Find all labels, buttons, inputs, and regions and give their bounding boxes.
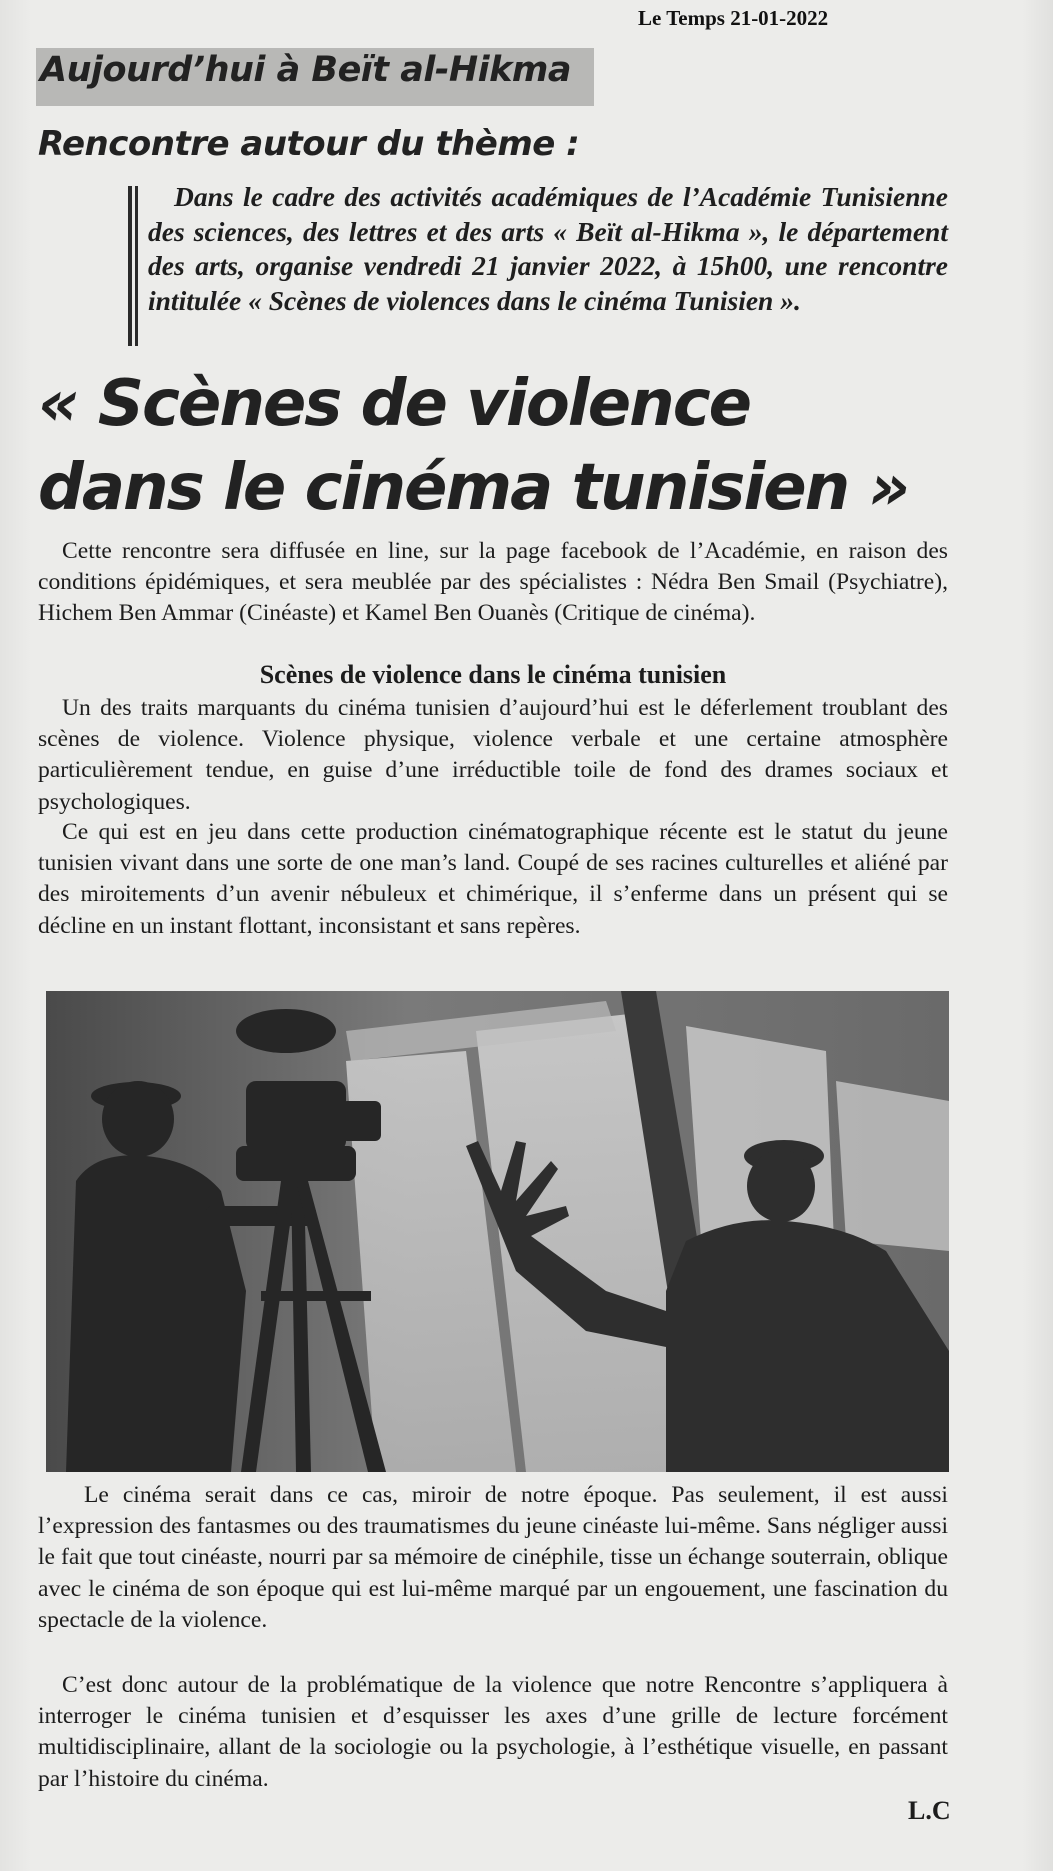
- headline-line-2: dans le cinéma tunisien »: [38, 451, 909, 525]
- paragraph-3-text: Ce qui est en jeu dans cette production cinématographique récente est le statut du jeune tunisien vivant dans une sorte de one man’s land. Coupé de ses racines culturelles et aliéné par des miroitements d’un avenir nébuleux et chimérique, il s’enferme dans un présent qui se décline en un instant flottant, inconsistant et sans repères.: [38, 819, 948, 939]
- photo-illustration: [46, 991, 949, 1472]
- headline: [38, 362, 998, 530]
- headline-line-1: « Scènes de violence: [38, 367, 751, 441]
- paragraph-2-text: Un des traits marquants du cinéma tunisien d’aujourd’hui est le déferlement troublant des scènes de violence. Violence physique, violence verbale et une certaine atmosphère particulièrement tendue, en guise d’une irréductible toile de fond des drames sociaux et psychologiques.: [38, 695, 948, 815]
- paragraph-4: [38, 1480, 948, 1636]
- kicker: Aujourd’hui à Beït al-Hikma: [40, 50, 572, 90]
- intro-rule: [128, 186, 138, 346]
- subkicker: Rencontre autour du thème :: [38, 124, 580, 164]
- intro-text: Dans le cadre des activités académiques de l’Académie Tunisienne des sciences, des lettres et des arts « Beït al-Hikma », le département des arts, organise vendredi 21 janvier 2022, à 15h00, une rencontre intitulée « Scènes de violences dans le cinéma Tunisien ».: [148, 181, 948, 316]
- intro-paragraph: [148, 180, 948, 318]
- paragraph-3: [38, 817, 948, 942]
- paragraph-5: [38, 1670, 948, 1795]
- paragraph-2: [38, 693, 948, 818]
- paragraph-4-text: Le cinéma serait dans ce cas, miroir de notre époque. Pas seulement, il est aussi l’expression des fantasmes ou des traumatismes du jeune cinéaste lui-même. Sans négliger aussi le fait que tout cinéaste, nourri par sa mémoire de cinéphile, tisse un échange souterrain, oblique avec le cinéma de son époque qui est lui-même marqué par un engouement, une fascination du spectacle de la violence.: [38, 1482, 948, 1633]
- paragraph-5-text: C’est donc autour de la problématique de la violence que notre Rencontre s’appliquera à interroger le cinéma tunisien et d’esquisser les axes d’une grille de lecture forcément multidisciplinaire, allant de la sociologie ou la psychologie, à l’esthétique visuelle, en passant par l’histoire du cinéma.: [38, 1672, 948, 1792]
- subhead: Scènes de violence dans le cinéma tunisien: [259, 660, 727, 689]
- article-photo: [46, 991, 949, 1472]
- author-signature: L.C: [908, 1796, 951, 1825]
- paragraph-1-text: Cette rencontre sera diffusée en line, sur la page facebook de l’Académie, en raison des conditions épidémiques, et sera meublée par des spécialistes : Nédra Ben Smail (Psychiatre), Hichem Ben Ammar (Cinéaste) et Kamel Ben Ouanès (Critique de cinéma).: [38, 538, 948, 627]
- source-date: Le Temps 21-01-2022: [638, 6, 829, 30]
- paragraph-1: [38, 536, 948, 630]
